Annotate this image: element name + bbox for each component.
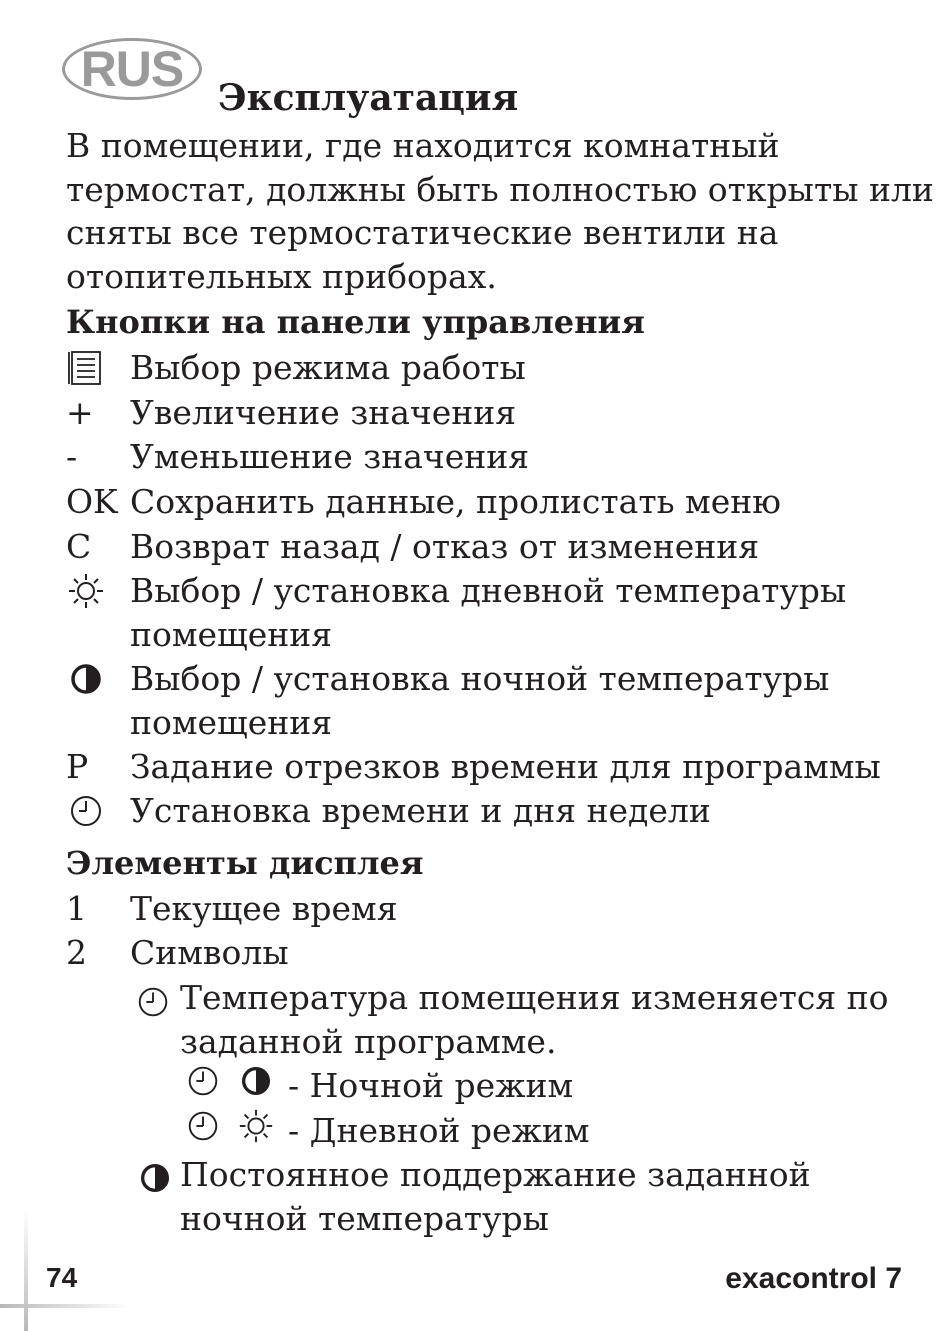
- button-description: Выбор режима работы: [130, 348, 526, 387]
- button-key: [66, 789, 128, 842]
- display-heading: Элементы дисплея: [66, 844, 424, 882]
- button-key: OK: [66, 482, 118, 521]
- display-item-number: 2: [66, 933, 87, 972]
- half-moon-icon: [136, 1159, 174, 1197]
- crop-mark-vertical: [24, 1210, 28, 1331]
- description-line: Постоянное поддержание заданной: [180, 1155, 811, 1194]
- button-key: [66, 346, 128, 398]
- description-line: помещения: [130, 614, 333, 654]
- intro-line: В помещении, где находится комнатный: [66, 126, 780, 165]
- button-description: [130, 657, 829, 744]
- button-description: Сохранить данные, пролистать меню: [130, 482, 781, 521]
- display-item-label: Текущее время: [130, 889, 398, 928]
- sun-icon: [66, 571, 106, 611]
- button-description: Увеличение значения: [130, 393, 517, 432]
- program-description: [180, 976, 889, 1063]
- day-mode-icons: [184, 1107, 275, 1149]
- language-badge: RUS: [62, 38, 202, 100]
- night-mode-icons: [184, 1062, 275, 1104]
- button-key: P: [66, 747, 89, 786]
- menu-icon: [66, 349, 104, 387]
- sun-icon: [237, 1107, 275, 1145]
- clock-icon: [66, 791, 106, 831]
- intro-paragraph: [66, 124, 934, 298]
- description-line: ночной температуры: [180, 1198, 549, 1238]
- constant-night-symbol: [136, 1159, 174, 1201]
- button-description: [130, 569, 846, 656]
- display-item-number: 1: [66, 889, 87, 928]
- description-line: заданной программе.: [180, 1021, 557, 1061]
- product-name: exacontrol 7: [725, 1262, 902, 1295]
- clock-icon: [184, 1062, 222, 1100]
- page-title: Эксплуатация: [218, 77, 519, 119]
- description-line: помещения: [130, 702, 333, 742]
- intro-line: сняты все термостатические вентили на: [66, 213, 779, 252]
- button-key: [66, 657, 128, 710]
- button-key: [66, 569, 128, 622]
- page-number: 74: [46, 1262, 78, 1293]
- intro-line: отопительных приборах.: [66, 256, 497, 296]
- description-line: Выбор / установка дневной температуры: [130, 571, 847, 610]
- button-description: Возврат назад / отказ от изменения: [130, 527, 760, 566]
- day-mode-label: - Дневной режим: [288, 1111, 590, 1150]
- crop-mark-horizontal: [0, 1304, 130, 1308]
- display-item-label: Символы: [130, 933, 289, 972]
- night-mode-label: - Ночной режим: [288, 1066, 574, 1105]
- program-symbol: [134, 983, 172, 1025]
- clock-icon: [134, 983, 172, 1021]
- intro-line: термостат, должны быть полностью открыты или: [66, 169, 934, 209]
- button-key: +: [66, 393, 94, 432]
- button-description: Задание отрезков времени для программы: [130, 747, 881, 786]
- constant-night-description: [180, 1153, 811, 1240]
- clock-icon: [184, 1107, 222, 1145]
- button-description: Установка времени и дня недели: [130, 791, 711, 830]
- half-moon-icon: [237, 1062, 275, 1100]
- button-key: -: [66, 437, 78, 476]
- button-description: Уменьшение значения: [130, 437, 530, 476]
- description-line: Температура помещения изменяется по: [180, 978, 889, 1017]
- button-key: C: [66, 527, 92, 566]
- half-moon-icon: [66, 659, 106, 699]
- description-line: Выбор / установка ночной температуры: [130, 659, 830, 698]
- buttons-heading: Кнопки на панели управления: [66, 303, 645, 341]
